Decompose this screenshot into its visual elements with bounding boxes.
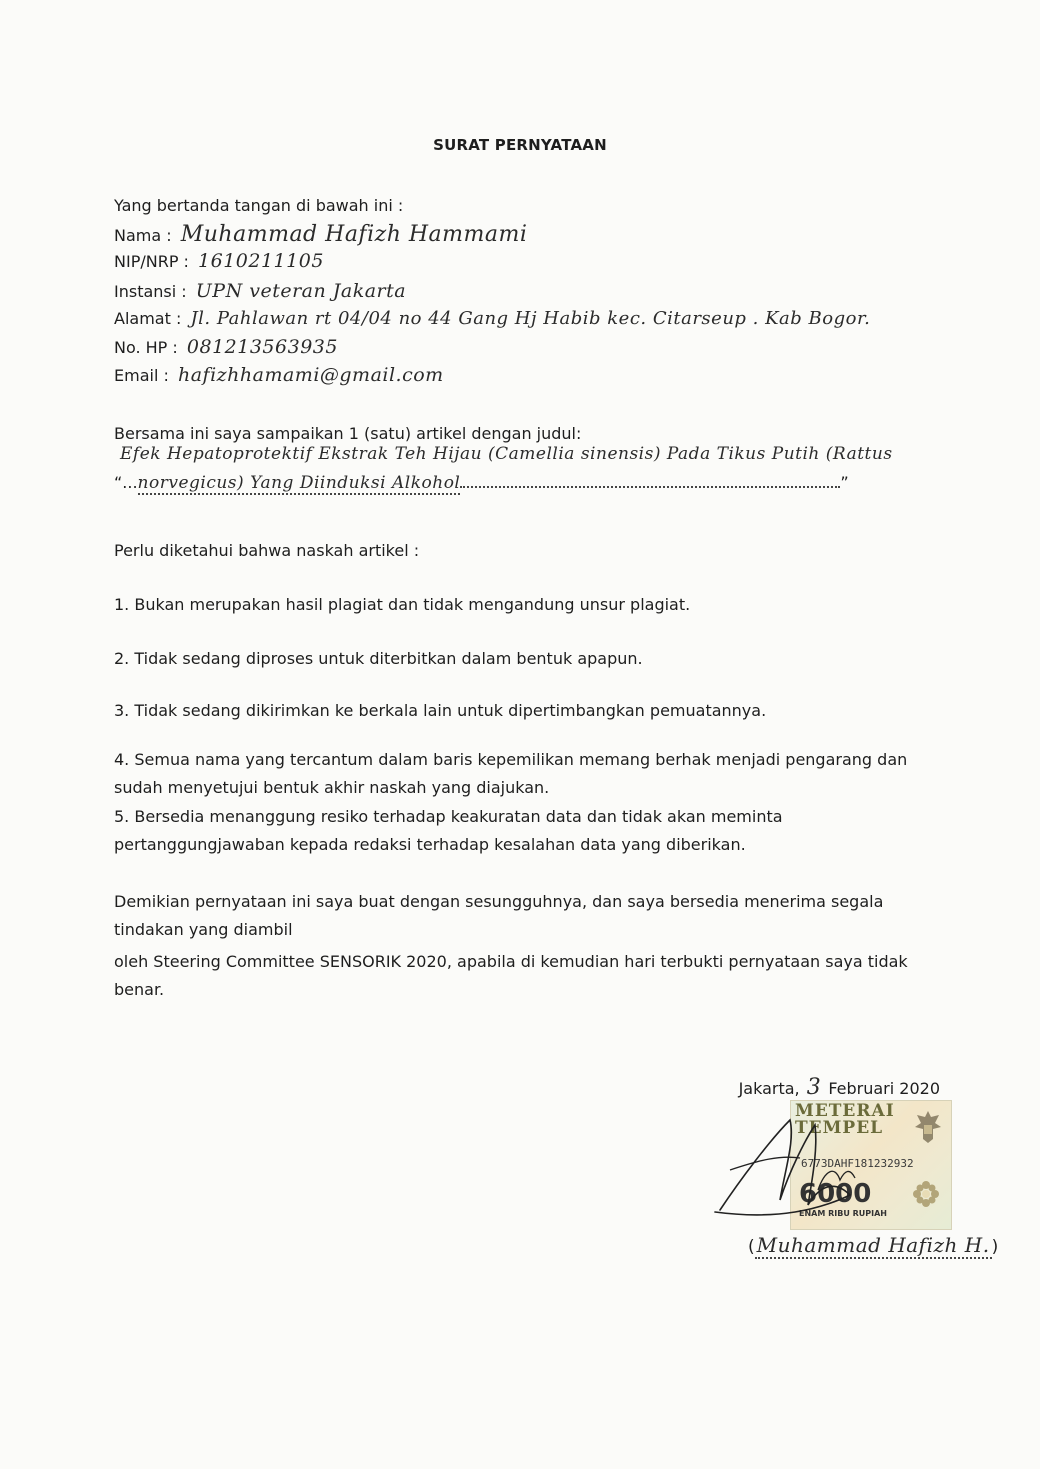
- email-value: hafizhhamami@gmail.com: [177, 364, 444, 386]
- closing-text-2: oleh Steering Committee SENSORIK 2020, apabila di kemudian hari terbukti pernyataan saya tidak benar.: [114, 952, 908, 999]
- stamp-value: 6000: [799, 1179, 872, 1209]
- place-date: [739, 1075, 940, 1100]
- instansi-value: UPN veteran Jakarta: [195, 280, 407, 302]
- instansi-label: Instansi :: [114, 282, 187, 301]
- close-quote: ”: [840, 473, 849, 492]
- point-2: 2. Tidak sedang diproses untuk diterbitkan dalam bentuk apapun.: [114, 649, 643, 668]
- alamat-label: Alamat :: [114, 309, 182, 328]
- nama-label: Nama :: [114, 226, 172, 245]
- field-alamat: [114, 308, 870, 329]
- field-hp: [114, 336, 338, 358]
- hp-value: 081213563935: [186, 336, 338, 358]
- field-nip: [114, 250, 324, 272]
- nip-label: NIP/NRP :: [114, 252, 189, 271]
- hp-label: No. HP :: [114, 338, 178, 357]
- closing-text-1: Demikian pernyataan ini saya buat dengan sesungguhnya, dan saya bersedia menerima segala tindakan yang diambil: [114, 892, 884, 939]
- field-nama: [114, 222, 527, 247]
- open-quote: “...: [114, 473, 138, 492]
- notice-text: Perlu diketahui bahwa naskah artikel :: [114, 541, 420, 560]
- signer-open-paren: (: [748, 1237, 755, 1257]
- stamp-serial: 6773DAHF181232932: [801, 1157, 914, 1170]
- day-text: 3: [806, 1075, 822, 1100]
- place-text: Jakarta,: [738, 1079, 800, 1098]
- point-4: 4. Semua nama yang tercantum dalam baris kepemilikan memang berhak menjadi pengarang dan sudah menyetujui bentuk akhir naskah yang diajukan.: [114, 750, 908, 797]
- handwritten-signature: [700, 1100, 900, 1240]
- stamp-line1: METERAI: [795, 1101, 895, 1121]
- signer-name-text: Muhammad Hafizh H.: [756, 1233, 990, 1257]
- article-title-line2-text: norvegicus) Yang Diinduksi Alkohol: [137, 473, 461, 493]
- nama-value: Muhammad Hafizh Hammami: [180, 222, 528, 247]
- signer-close-paren: ): [991, 1237, 999, 1257]
- field-email: [114, 364, 444, 386]
- stamp-line2: TEMPEL: [795, 1118, 884, 1138]
- point-5: 5. Bersedia menanggung resiko terhadap keakuratan data dan tidak akan meminta pertanggungjawaban kepada redaksi terhadap kesalahan data yang diberikan.: [114, 807, 783, 854]
- alamat-value: Jl. Pahlawan rt 04/04 no 44 Gang Hj Habib kec. Citarseup . Kab Bogor.: [190, 308, 871, 329]
- article-intro: Bersama ini saya sampaikan 1 (satu) artikel dengan judul:: [114, 424, 582, 443]
- article-title-line1-text: Efek Hepatoprotektif Ekstrak Teh Hijau (Camellia sinensis) Pada Tikus Putih (Rattus: [120, 444, 893, 464]
- dotted-fill: [460, 472, 840, 488]
- article-title-line2: [114, 472, 849, 493]
- point-3: 3. Tidak sedang dikirimkan ke berkala lain untuk dipertimbangkan pemuatannya.: [114, 701, 767, 720]
- article-title-line1: [120, 444, 893, 464]
- nip-value: 1610211105: [198, 250, 324, 272]
- stamp-words: ENAM RIBU RUPIAH: [799, 1209, 887, 1218]
- point-1: 1. Bukan merupakan hasil plagiat dan tidak mengandung unsur plagiat.: [114, 595, 691, 614]
- garuda-emblem-icon: [913, 1107, 943, 1145]
- email-label: Email :: [114, 366, 169, 385]
- signer-name: [748, 1233, 998, 1257]
- field-instansi: [114, 280, 406, 302]
- ornament-icon: [911, 1179, 941, 1209]
- intro-text: Yang bertanda tangan di bawah ini :: [114, 196, 404, 215]
- document-title: SURAT PERNYATAAN: [433, 136, 607, 154]
- month-year-text: Februari 2020: [828, 1079, 940, 1098]
